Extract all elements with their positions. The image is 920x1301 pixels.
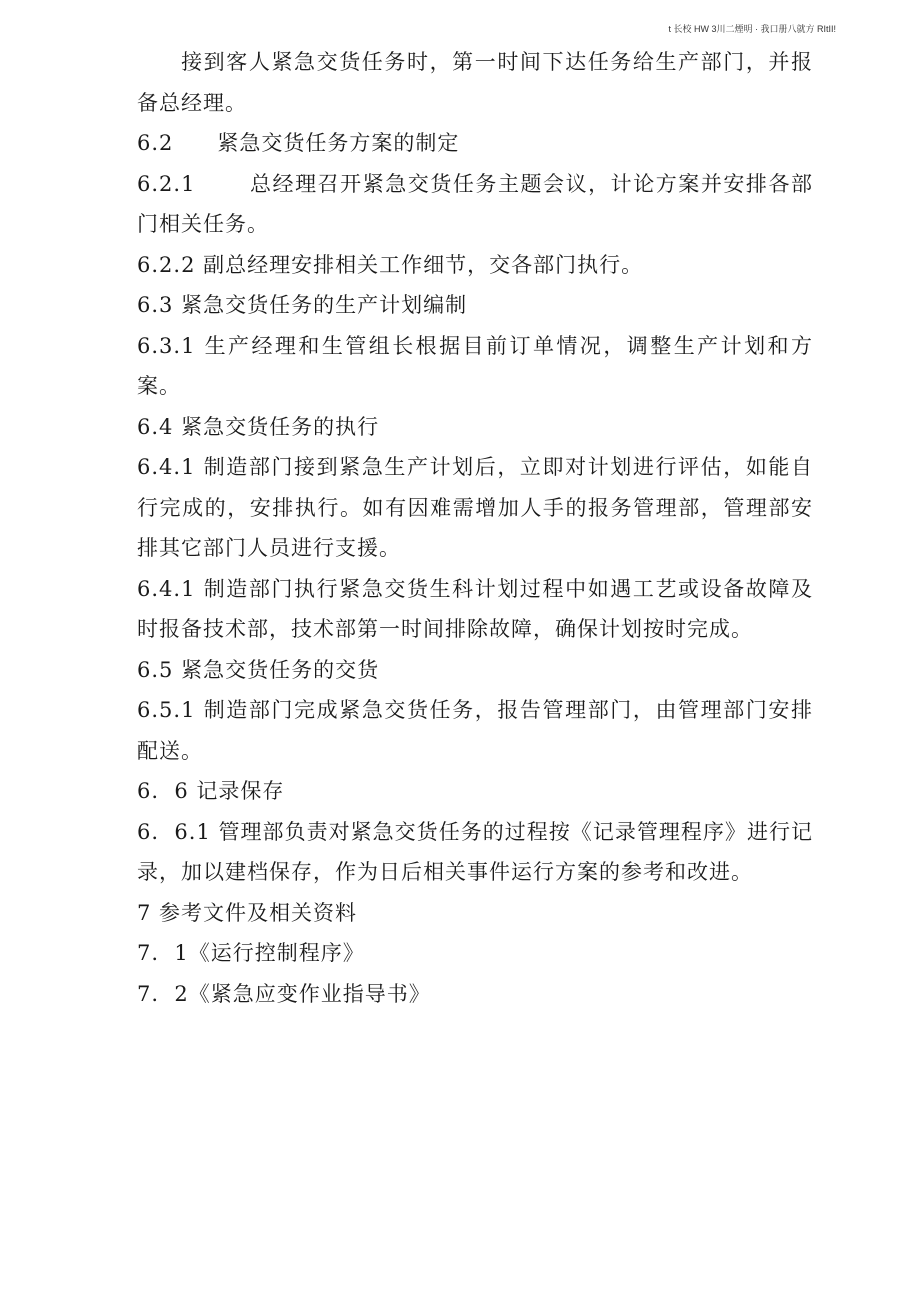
section-title: 紧急交货任务方案的制定: [217, 131, 460, 155]
section-text: 总经理召开紧急交货任务主题会议，计论方案并安排各部门相关任务。: [137, 171, 813, 236]
section-6-5-heading: 6.5 紧急交货任务的交货: [137, 657, 380, 682]
section-number: 6.2: [137, 131, 174, 155]
section-6-3-1: 6.3.1 生产经理和生管组长根据目前订单情况，调整生产计划和方案。: [137, 333, 813, 398]
section-6-3-heading: 6.3 紧急交货任务的生产计划编制: [137, 293, 468, 317]
header-note: t 长校 HW 3川二煙明 · 我口册八就方 RItII!: [668, 24, 836, 34]
paragraph-intro: 接到客人紧急交货任务时，第一时间下达任务给生产部门，并报备总经理。: [137, 50, 813, 115]
section-6-5-1: 6.5.1 制造部门完成紧急交货任务，报告管理部门，由管理部门安排配送。: [137, 698, 813, 763]
section-6-2-2: 6.2.2 副总经理安排相关工作细节，交各部门执行。: [137, 252, 644, 277]
document-body: [137, 42, 813, 1014]
reference-7-2: 7. 2《紧急应变作业指导书》: [137, 981, 431, 1006]
section-6-4-1-a: 6.4.1 制造部门接到紧急生产计划后，立即对计划进行评估，如能自行完成的，安排执行。如有因难需增加人手的报务管理部，管理部安排其它部门人员进行支援。: [137, 455, 813, 560]
section-6-2-1: [137, 164, 813, 245]
section-6-2-heading: [137, 123, 813, 164]
section-6-4-heading: 6.4 紧急交货任务的执行: [137, 414, 380, 439]
section-number: 6.2.1: [137, 171, 196, 196]
section-6-6-1: 6. 6.1 管理部负责对紧急交货任务的过程按《记录管理程序》进行记录，加以建档保存，作为日后相关事件运行方案的参考和改进。: [137, 819, 813, 884]
section-6-4-1-b: 6.4.1 制造部门执行紧急交货生科计划过程中如遇工艺或设备故障及时报备技术部，技术部第一时间排除故障，确保计划按时完成。: [137, 576, 813, 641]
section-7-heading: 7 参考文件及相关资料: [137, 900, 358, 925]
section-6-6-heading: 6. 6 记录保存: [137, 779, 285, 803]
reference-7-1: 7. 1《运行控制程序》: [137, 941, 365, 965]
